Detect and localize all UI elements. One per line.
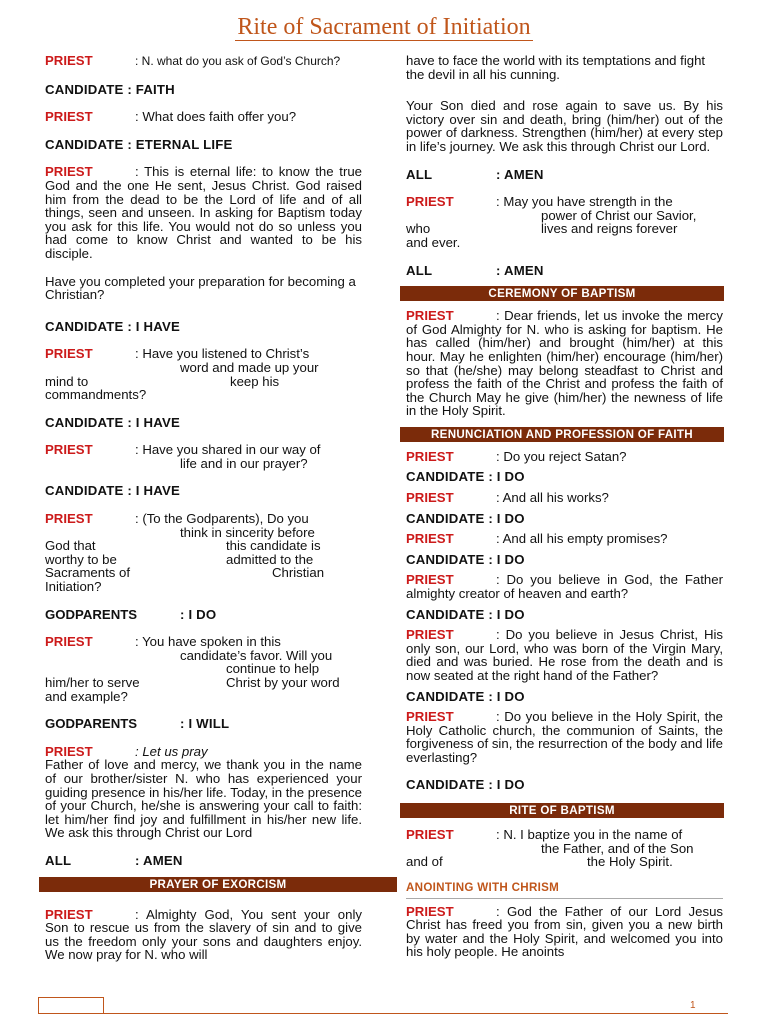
response-line bbox=[45, 608, 362, 622]
response-line: CANDIDATE : I DO bbox=[406, 776, 525, 792]
line-text: : Do you believe in God, the Father almighty creator of heaven and earth? bbox=[406, 572, 723, 602]
prayer-text: Father of love and mercy, we thank you in the name of our brother/sister N. who has experienced your guiding presence in his/her life. Today, in the presence of your Church, he/she is answering your call to faith: let him/her find joy and fulfillment in his/her new life. We ask this through Christ our Lord bbox=[45, 757, 362, 841]
line-text: : Let us pray bbox=[135, 743, 208, 759]
footer-tab bbox=[38, 997, 104, 1014]
dialogue-line bbox=[406, 532, 723, 546]
section-banner-renunciation: RENUNCIATION AND PROFESSION OF FAITH bbox=[400, 427, 724, 442]
dialogue-line bbox=[406, 450, 723, 464]
speaker-label: ALL bbox=[406, 166, 433, 182]
speaker-label: PRIEST bbox=[406, 709, 454, 725]
line-text: and ever. bbox=[406, 234, 461, 250]
line-text: : And all his empty promises? bbox=[496, 531, 668, 547]
dialogue-line bbox=[45, 443, 362, 470]
line-text: : AMEN bbox=[135, 852, 183, 868]
line-text: : Do you believe in Jesus Christ, His only son, our Lord, who was born of the Virgin Mary, died and was buried. He rose from the death and is now seated at the right hand of the Father? bbox=[406, 627, 723, 683]
speaker-label: PRIEST bbox=[406, 308, 454, 324]
speaker-label: PRIEST bbox=[406, 627, 454, 643]
right-column bbox=[406, 54, 723, 959]
speaker-label: PRIEST bbox=[406, 903, 454, 919]
speaker-label: PRIEST bbox=[45, 346, 93, 362]
response-line bbox=[45, 854, 362, 868]
response-line: CANDIDATE : I DO bbox=[406, 606, 525, 622]
document-title: Rite of Sacrament of Initiation bbox=[237, 14, 531, 40]
speaker-label: PRIEST bbox=[45, 634, 93, 650]
line-text: him/her to serve bbox=[45, 675, 140, 690]
line-text: : I WILL bbox=[180, 716, 230, 732]
line-text: continue to help bbox=[226, 661, 320, 677]
dialogue-line bbox=[45, 347, 362, 401]
dialogue-line bbox=[406, 710, 723, 764]
speaker-label: PRIEST bbox=[45, 442, 93, 458]
line-text: : What does faith offer you? bbox=[135, 109, 297, 125]
response-line bbox=[45, 717, 362, 731]
dialogue-line bbox=[45, 110, 362, 124]
line-text: think in sincerity before bbox=[180, 524, 315, 540]
line-text: : N. what do you ask of God’s Church? bbox=[135, 54, 341, 68]
dialogue-line bbox=[406, 828, 723, 869]
line-text: : God the Father of our Lord Jesus Christ has freed you from sin, given you a new birth by water and the Holy Spirit, and welcomed you into his holy people. He anoints bbox=[406, 903, 723, 960]
line-text: : Have you listened to Christ’s bbox=[135, 346, 310, 362]
speaker-label: PRIEST bbox=[406, 572, 454, 588]
dialogue-line bbox=[406, 628, 723, 682]
line-text: : You have spoken in this bbox=[135, 634, 281, 650]
response-line: CANDIDATE : I DO bbox=[406, 688, 525, 704]
line-text: and of bbox=[406, 854, 443, 870]
line-text: : Do you reject Satan? bbox=[496, 448, 627, 464]
line-text: : Almighty God, You sent your only Son to rescue us from the slavery of sin and to give us the freedom only your sons and daughters enjoy. We now pray for N. who will bbox=[45, 906, 362, 963]
response-line bbox=[406, 168, 723, 182]
line-text: : Dear friends, let us invoke the mercy of God Almighty for N. who is asking for baptism. He has called (him/her) and brought (him/her) at this hour. May he enlighten (him/her) encourage (him/her) so that (he/she) may belong steadfast to Christ and profess the faith of the Christ and profess the faith of the Church May he give (him/her) the newness of life in the Holy Spirit. bbox=[406, 308, 723, 419]
speaker-label: PRIEST bbox=[406, 490, 454, 506]
line-text: and example? bbox=[45, 688, 128, 704]
speaker-label: PRIEST bbox=[45, 743, 93, 759]
footer-rule bbox=[38, 1013, 728, 1014]
line-text: : Do you believe in the Holy Spirit, the Holy Catholic church, the communion of Saints, the forgiveness of sin, the resurrection of the body and life everlasting? bbox=[406, 709, 723, 765]
dialogue-line bbox=[45, 635, 362, 703]
response-line: CANDIDATE : I DO bbox=[406, 469, 525, 485]
speaker-label: PRIEST bbox=[45, 164, 93, 180]
line-text: : I DO bbox=[180, 606, 217, 622]
dialogue-line bbox=[45, 908, 362, 962]
speaker-label: PRIEST bbox=[406, 827, 454, 843]
line-text: the Holy Spirit. bbox=[587, 854, 673, 870]
dialogue-line bbox=[45, 512, 362, 594]
line-text: : (To the Godparents), Do you bbox=[135, 511, 309, 527]
response-line: CANDIDATE : I HAVE bbox=[45, 483, 180, 499]
section-subheading-anointing: ANOINTING WITH CHRISM bbox=[406, 881, 723, 899]
line-text: Sacraments of bbox=[45, 565, 131, 581]
response-line: CANDIDATE : I DO bbox=[406, 510, 525, 526]
speaker-label: PRIEST bbox=[406, 448, 454, 464]
line-text: who bbox=[406, 221, 431, 237]
dialogue-line bbox=[406, 905, 723, 959]
speaker-label: PRIEST bbox=[45, 53, 93, 68]
line-text: the Father, and of the Son bbox=[541, 840, 694, 856]
line-text: : N. I baptize you in the name of bbox=[496, 827, 683, 843]
line-text: admitted to the bbox=[226, 551, 314, 567]
speaker-label: GODPARENTS bbox=[45, 716, 138, 732]
dialogue-line bbox=[45, 745, 362, 759]
response-line: CANDIDATE : I HAVE bbox=[45, 414, 180, 430]
line-text: worthy to be bbox=[45, 551, 117, 567]
line-text: Initiation? bbox=[45, 579, 102, 595]
speaker-label: PRIEST bbox=[406, 194, 454, 210]
paragraph: Have you completed your preparation for becoming a Christian? bbox=[45, 273, 356, 303]
page-number: 1 bbox=[690, 1000, 696, 1011]
line-text: : Have you shared in our way of bbox=[135, 442, 321, 458]
speaker-label: GODPARENTS bbox=[45, 606, 138, 622]
speaker-label: PRIEST bbox=[45, 109, 93, 125]
speaker-label: PRIEST bbox=[45, 906, 93, 922]
line-text: Christian bbox=[272, 565, 325, 581]
dialogue-line bbox=[406, 309, 723, 418]
dialogue-line bbox=[406, 195, 723, 249]
left-column bbox=[45, 54, 362, 962]
line-text: mind to bbox=[45, 373, 89, 389]
dialogue-line bbox=[45, 54, 362, 69]
section-banner-exorcism: PRAYER OF EXORCISM bbox=[39, 877, 397, 892]
response-line bbox=[406, 264, 723, 278]
speaker-label: ALL bbox=[406, 262, 433, 278]
dialogue-line bbox=[406, 573, 723, 600]
line-text: : AMEN bbox=[496, 166, 544, 182]
line-text: : AMEN bbox=[496, 262, 544, 278]
paragraph: have to face the world with its temptations and fight the devil in all his cunning. bbox=[406, 53, 706, 82]
response-line: CANDIDATE : FAITH bbox=[45, 81, 175, 97]
line-text: life and in our prayer? bbox=[180, 455, 308, 471]
section-banner-rite-of-baptism: RITE OF BAPTISM bbox=[400, 803, 724, 818]
speaker-label: PRIEST bbox=[406, 531, 454, 547]
response-line: CANDIDATE : I HAVE bbox=[45, 318, 180, 334]
line-text: Christ by your word bbox=[226, 675, 340, 690]
line-text: this candidate is bbox=[226, 538, 321, 554]
line-text: : This is eternal life: to know the true God and the one He sent, Jesus Christ. God raised him from the dead to be the Lord of life and of all things, seen and unseen. In asking for Baptism today you ask for this life. You would not do so unless you had come to know Christ and wanted to be his disciple. bbox=[45, 164, 362, 261]
line-text: candidate’s favor. Will you bbox=[180, 647, 333, 663]
section-banner-ceremony: CEREMONY OF BAPTISM bbox=[400, 286, 724, 301]
line-text: lives and reigns forever bbox=[541, 221, 678, 237]
paragraph: Your Son died and rose again to save us. By his victory over sin and death, bring (him/her) out of the power of darkness. Strengthen (him/her) at every step in life’s journey. We ask this through Christ our Lord. bbox=[406, 98, 723, 154]
line-text: keep his bbox=[230, 373, 280, 389]
dialogue-line bbox=[45, 165, 362, 260]
dialogue-line bbox=[406, 491, 723, 505]
response-line: CANDIDATE : ETERNAL LIFE bbox=[45, 136, 233, 152]
line-text: : And all his works? bbox=[496, 490, 609, 506]
speaker-label: ALL bbox=[45, 852, 72, 868]
line-text: : May you have strength in the bbox=[496, 194, 673, 210]
response-line: CANDIDATE : I DO bbox=[406, 551, 525, 567]
line-text: power of Christ our Savior, bbox=[541, 207, 697, 223]
line-text: word and made up your bbox=[180, 359, 319, 375]
line-text: God that bbox=[45, 538, 96, 554]
line-text: commandments? bbox=[45, 387, 147, 403]
speaker-label: PRIEST bbox=[45, 511, 93, 527]
